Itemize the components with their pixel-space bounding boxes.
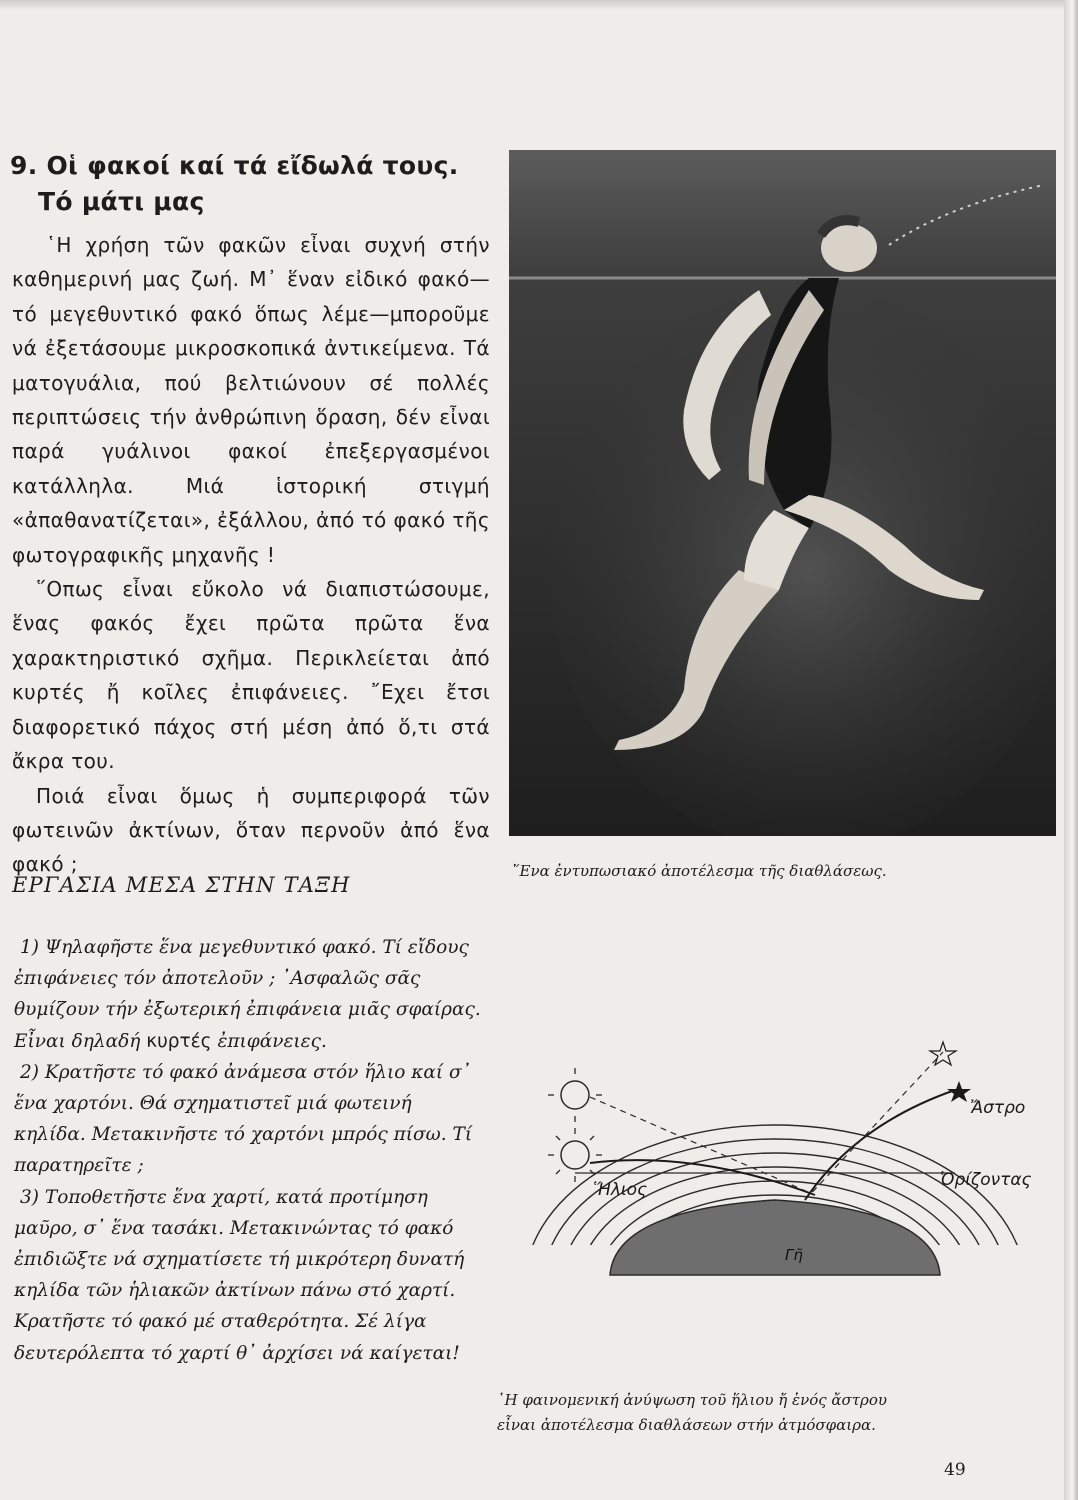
diagram-label-star: Ἄστρο (970, 1098, 1026, 1118)
body-paragraph-3: Ποιά εἶναι ὅμως ἡ συμπεριφορά τῶν φωτεινῶν ἀκτίνων, ὅταν περνοῦν ἀπό ἕνα φακό ; (12, 783, 490, 877)
diagram-caption-line-2: εἶναι ἀποτέλεσμα διαθλάσεων στήν ἀτμόσφαιρα. (497, 1416, 876, 1434)
exercise-item-1-text: 1) Ψηλαφῆστε ἕνα μεγεθυντικό φακό. Τί εἴδους ἐπιφάνειες τόν ἀποτελοῦν ; ᾿Ασφαλῶς σᾶς θυμίζουν τήν ἐξωτερική ἐπιφάνεια μιᾶς σφαίρας. Εἶναι δηλαδή (14, 937, 481, 1052)
diagram-caption (497, 1388, 1057, 1438)
heading-line-1: 9. Οἱ φακοί καί τά εἴδωλά τους. (10, 151, 459, 180)
underwater-swimmer-photo (509, 150, 1056, 836)
exercise-item-1 (14, 932, 484, 1057)
body-paragraph-2: ῞Οπως εἶναι εὔκολο νά διαπιστώσουμε, ἕνας φακός ἔχει πρῶτα πρῶτα ἕνα χαρακτηριστικό σχῆμα. Περικλείεται ἀπό κυρτές ἤ κοῖλες ἐπιφάνειες. ῎Εχει ἔτσι διαφορετικό πάχος στή μέση ἀπό ὅ,τι στά ἄκρα του. (12, 577, 490, 774)
exercises-title: ΕΡΓΑΣΙΑ ΜΕΣΑ ΣΤΗΝ ΤΑΞΗ (12, 873, 351, 897)
page-edge (0, 0, 1078, 10)
exercises-list (14, 932, 484, 1369)
section-heading (10, 148, 490, 220)
photo-caption: ῞Ενα ἐντυπωσιακό ἀποτέλεσμα τῆς διαθλάσεως. (512, 862, 887, 880)
body-text (12, 228, 490, 882)
refraction-diagram (515, 1035, 1055, 1295)
body-paragraph-1: ῾Η χρήση τῶν φακῶν εἶναι συχνή στήν καθημερινή μας ζωή. Μ᾿ ἕναν εἰδικό φακό— τό μεγεθυντικό φακό ὅπως λέμε—μποροῦμε νά ἐξετάσουμε μικροσκοπικά ἀντικείμενα. Τά ματογυάλια, πού βελτιώνουν σέ πολλές περιπτώσεις τήν ἀνθρώπινη ὅραση, δέν εἶναι παρά γυάλινοι φακοί ἐπεξεργασμένοι κατάλληλα. Μιά ἱστορική στιγμή «ἀπαθανατίζεται», ἐξάλλου, ἀπό τό φακό τῆς φωτογραφικῆς μηχανῆς ! (12, 233, 490, 567)
heading-line-2: Τό μάτι μας (38, 187, 205, 216)
exercise-item-3: 3) Τοποθετῆστε ἕνα χαρτί, κατά προτίμηση μαῦρο, σ᾿ ἕνα τασάκι. Μετακινώντας τό φακό ἐπιδιῶξτε νά σχηματίσετε τή μικρότερη δυνατή κηλίδα τῶν ἡλιακῶν ἀκτίνων πάνω στό χαρτί. Κρατῆστε τό φακό μέ σταθερότητα. Σέ λίγα δευτερόλεπτα τό χαρτί θ᾿ ἀρχίσει νά καίγεται! (14, 1186, 465, 1364)
page-binding-edge (1064, 0, 1078, 1500)
exercise-item-1-keyword: κυρτές (146, 1030, 212, 1052)
diagram-caption-line-1: ῾Η φαινομενική ἀνύψωση τοῦ ἥλιου ἤ ἑνός ἄστρου (497, 1391, 888, 1409)
diagram-label-horizon: Ὁρίζοντας (940, 1170, 1032, 1190)
page-number: 49 (944, 1460, 966, 1480)
exercise-item-1-end: ἐπιφάνειες. (217, 1030, 327, 1052)
exercise-item-2: 2) Κρατῆστε τό φακό ἀνάμεσα στόν ἥλιο καί σ᾿ ἕνα χαρτόνι. Θά σχηματιστεῖ μιά φωτεινή κηλίδα. Μετακινῆστε τό χαρτόνι μπρός πίσω. Τί παρατηρεῖτε ; (14, 1061, 473, 1177)
diagram-label-sun: Ἥλιος (593, 1180, 648, 1200)
diagram-label-earth: Γῆ (785, 1246, 803, 1264)
